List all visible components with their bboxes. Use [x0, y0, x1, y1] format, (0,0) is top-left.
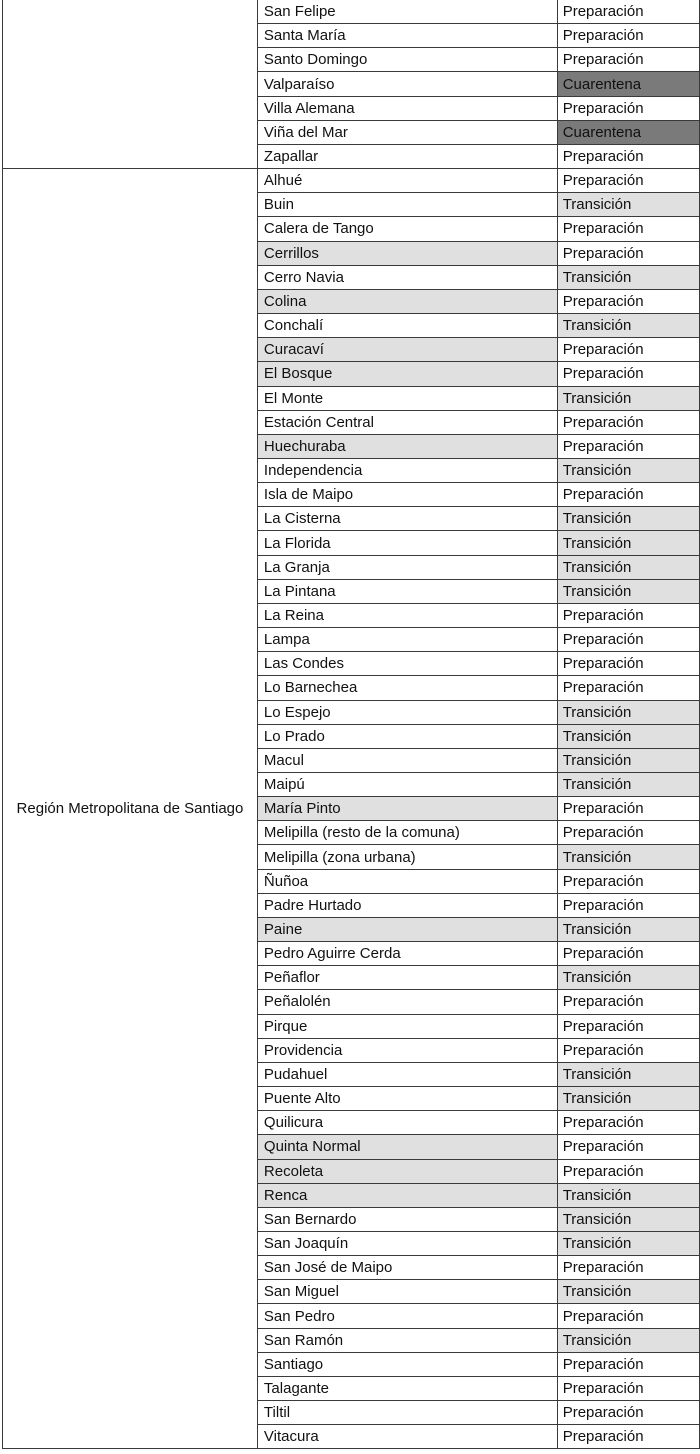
estado-cell: Preparación [557, 893, 699, 917]
estado-cell: Transición [557, 386, 699, 410]
comuna-cell: El Monte [257, 386, 557, 410]
estado-cell: Preparación [557, 1304, 699, 1328]
comuna-cell: Melipilla (resto de la comuna) [257, 821, 557, 845]
estado-cell: Preparación [557, 1111, 699, 1135]
comuna-cell: Talagante [257, 1376, 557, 1400]
comuna-cell: Providencia [257, 1038, 557, 1062]
estado-cell: Transición [557, 531, 699, 555]
estado-cell: Preparación [557, 241, 699, 265]
estado-cell: Preparación [557, 96, 699, 120]
comuna-cell: Lampa [257, 628, 557, 652]
estado-cell: Transición [557, 314, 699, 338]
comuna-cell: Lo Barnechea [257, 676, 557, 700]
comuna-cell: Huechuraba [257, 434, 557, 458]
comuna-cell: Ñuñoa [257, 869, 557, 893]
table-row [3, 0, 700, 24]
comuna-cell: Lo Espejo [257, 700, 557, 724]
comuna-cell: San Joaquín [257, 1231, 557, 1255]
comuna-cell: La Reina [257, 603, 557, 627]
estado-cell: Transición [557, 966, 699, 990]
comuna-cell: Cerro Navia [257, 265, 557, 289]
comuna-cell: Calera de Tango [257, 217, 557, 241]
comuna-cell: María Pinto [257, 797, 557, 821]
estado-cell: Transición [557, 845, 699, 869]
comuna-cell: Valparaíso [257, 72, 557, 96]
estado-cell: Preparación [557, 0, 699, 24]
comuna-cell: San José de Maipo [257, 1256, 557, 1280]
estado-cell: Transición [557, 724, 699, 748]
comuna-cell: La Cisterna [257, 507, 557, 531]
estado-cell: Preparación [557, 1256, 699, 1280]
comuna-cell: Peñalolén [257, 990, 557, 1014]
comuna-cell: Estación Central [257, 410, 557, 434]
comuna-cell: Quinta Normal [257, 1135, 557, 1159]
comuna-cell: Colina [257, 289, 557, 313]
estado-cell: Transición [557, 773, 699, 797]
estado-cell: Preparación [557, 1135, 699, 1159]
estado-cell: Cuarentena [557, 72, 699, 96]
comuna-cell: Lo Prado [257, 724, 557, 748]
estado-cell: Preparación [557, 48, 699, 72]
estado-cell: Preparación [557, 1014, 699, 1038]
comuna-cell: Curacaví [257, 338, 557, 362]
estado-cell: Preparación [557, 338, 699, 362]
estado-cell: Preparación [557, 289, 699, 313]
comuna-cell: Zapallar [257, 144, 557, 168]
table-row [3, 169, 700, 193]
comuna-cell: Vitacura [257, 1425, 557, 1449]
comunas-table [2, 0, 700, 1449]
comuna-cell: Pudahuel [257, 1062, 557, 1086]
comuna-cell: Santo Domingo [257, 48, 557, 72]
estado-cell: Preparación [557, 942, 699, 966]
comuna-cell: Alhué [257, 169, 557, 193]
comuna-cell: Paine [257, 917, 557, 941]
estado-cell: Transición [557, 458, 699, 482]
estado-cell: Transición [557, 1328, 699, 1352]
estado-cell: Preparación [557, 1401, 699, 1425]
comuna-cell: Buin [257, 193, 557, 217]
estado-cell: Preparación [557, 603, 699, 627]
comuna-cell: Peñaflor [257, 966, 557, 990]
estado-cell: Preparación [557, 362, 699, 386]
comuna-cell: Recoleta [257, 1159, 557, 1183]
region-cell [3, 0, 258, 169]
comuna-cell: Padre Hurtado [257, 893, 557, 917]
estado-cell: Preparación [557, 169, 699, 193]
estado-cell: Transición [557, 917, 699, 941]
estado-cell: Preparación [557, 1425, 699, 1449]
estado-cell: Transición [557, 507, 699, 531]
comuna-cell: Isla de Maipo [257, 483, 557, 507]
estado-cell: Transición [557, 1207, 699, 1231]
estado-cell: Preparación [557, 1038, 699, 1062]
comuna-cell: Puente Alto [257, 1087, 557, 1111]
comuna-cell: Pirque [257, 1014, 557, 1038]
comuna-cell: Santa María [257, 24, 557, 48]
region-cell: Región Metropolitana de Santiago [3, 169, 258, 1449]
comuna-cell: San Pedro [257, 1304, 557, 1328]
comuna-cell: Melipilla (zona urbana) [257, 845, 557, 869]
estado-cell: Preparación [557, 990, 699, 1014]
comuna-cell: Viña del Mar [257, 120, 557, 144]
comuna-cell: Pedro Aguirre Cerda [257, 942, 557, 966]
estado-cell: Transición [557, 1062, 699, 1086]
comuna-cell: La Pintana [257, 579, 557, 603]
estado-cell: Transición [557, 700, 699, 724]
estado-cell: Transición [557, 193, 699, 217]
estado-cell: Preparación [557, 483, 699, 507]
comuna-cell: Independencia [257, 458, 557, 482]
comuna-cell: Tiltil [257, 1401, 557, 1425]
estado-cell: Preparación [557, 797, 699, 821]
estado-cell: Preparación [557, 24, 699, 48]
estado-cell: Preparación [557, 217, 699, 241]
comuna-cell: Quilicura [257, 1111, 557, 1135]
estado-cell: Preparación [557, 1159, 699, 1183]
estado-cell: Transición [557, 1280, 699, 1304]
comuna-cell: Villa Alemana [257, 96, 557, 120]
estado-cell: Preparación [557, 410, 699, 434]
comuna-cell: Conchalí [257, 314, 557, 338]
comuna-cell: San Miguel [257, 1280, 557, 1304]
estado-cell: Preparación [557, 434, 699, 458]
comuna-cell: Las Condes [257, 652, 557, 676]
estado-cell: Transición [557, 555, 699, 579]
estado-cell: Preparación [557, 1352, 699, 1376]
estado-cell: Preparación [557, 628, 699, 652]
comuna-cell: La Granja [257, 555, 557, 579]
comuna-cell: San Ramón [257, 1328, 557, 1352]
estado-cell: Preparación [557, 144, 699, 168]
comuna-cell: Cerrillos [257, 241, 557, 265]
comuna-cell: La Florida [257, 531, 557, 555]
estado-cell: Transición [557, 1231, 699, 1255]
estado-cell: Preparación [557, 869, 699, 893]
estado-cell: Preparación [557, 1376, 699, 1400]
comuna-cell: El Bosque [257, 362, 557, 386]
comuna-cell: San Felipe [257, 0, 557, 24]
estado-cell: Preparación [557, 652, 699, 676]
comuna-cell: Macul [257, 748, 557, 772]
estado-cell: Preparación [557, 676, 699, 700]
comuna-cell: Santiago [257, 1352, 557, 1376]
estado-cell: Cuarentena [557, 120, 699, 144]
comuna-cell: Maipú [257, 773, 557, 797]
estado-cell: Preparación [557, 821, 699, 845]
estado-cell: Transición [557, 265, 699, 289]
comuna-cell: Renca [257, 1183, 557, 1207]
table-body [3, 0, 700, 1449]
estado-cell: Transición [557, 748, 699, 772]
comuna-cell: San Bernardo [257, 1207, 557, 1231]
estado-cell: Transición [557, 1183, 699, 1207]
estado-cell: Transición [557, 579, 699, 603]
estado-cell: Transición [557, 1087, 699, 1111]
